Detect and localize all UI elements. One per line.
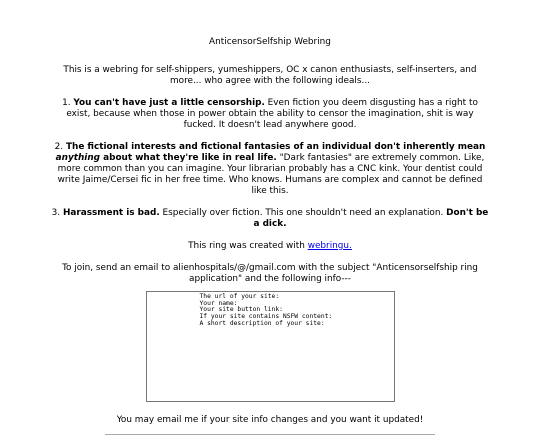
ideal-1-body: Even fiction you deem disgusting has a right to exist, because when those in power obtain the ability to censor the imagination, shit is way fucked. It doesn't lead anywhere good. — [66, 98, 478, 130]
ideal-2 — [53, 142, 487, 197]
ideal-2-heading-a: The fictional interests and fictional fantasies of an individual don't inherently mean — [65, 142, 486, 152]
ideal-3-heading: Harassment is bad. — [62, 208, 160, 218]
application-info-textarea[interactable] — [146, 291, 395, 402]
intro-text: This is a webring for self-shippers, yumeshippers, OC x canon enthusiasts, self-inserters, and more... who agree with the following ideals... — [63, 65, 477, 86]
ideal-2-heading-emphasis: anything — [55, 153, 101, 163]
created-with-line — [50, 241, 490, 252]
created-with-text: This ring was created with — [188, 241, 308, 251]
ideal-3-body: Especially over fiction. This one shouldn't need an explanation. — [159, 208, 447, 218]
ideal-2-number: 2. — [54, 142, 66, 152]
ideal-1-heading: You can't have just a little censorship. — [73, 98, 265, 108]
join-instructions: To join, send an email to alienhospitals/@/gmail.com with the subject "Anticensorselfship ring application" and the following info--- — [62, 263, 478, 284]
ideal-1 — [50, 98, 490, 131]
ideal-3-number: 3. — [51, 208, 63, 218]
ideal-2-heading-b: about what they're like in real life. — [100, 153, 277, 163]
ideal-3 — [50, 208, 490, 230]
footer-note: You may email me if your site info changes and you want it updated! — [116, 415, 424, 425]
webringu-link[interactable]: webringu. — [307, 241, 352, 251]
ideal-1-number: 1. — [62, 98, 74, 108]
ideal-3-closing: Don't be a dick. — [253, 208, 489, 229]
ideal-2-body: "Dark fantasies" are extremely common. Like, more common than you can imagine. Your librarian probably has a CNC kink. Your dentist could write Jaime/Cersei fic in her free time. Who knows. Humans are complex and cannot be defined like this. — [57, 153, 485, 196]
page-title: AnticensorSelfship Webring — [209, 37, 331, 47]
